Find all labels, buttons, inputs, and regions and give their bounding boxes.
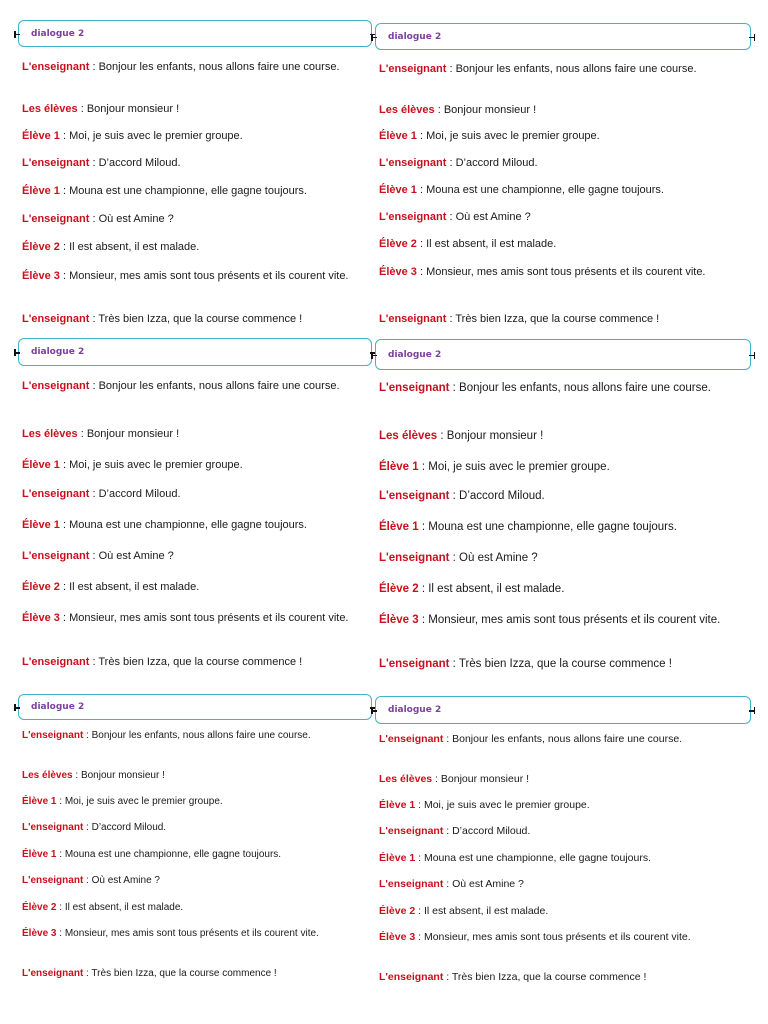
speaker-label: L'enseignant <box>22 313 90 325</box>
line-text: : Bonjour les enfants, nous allons faire une course. <box>83 730 311 741</box>
line-text: : Il est absent, il est malade. <box>56 902 184 913</box>
header-marker-icon <box>14 352 20 354</box>
line-text: : D’accord Miloud. <box>443 825 531 837</box>
line-text: : Très bien Izza, que la course commence ! <box>446 313 660 325</box>
dialogue-line <box>379 657 751 672</box>
line-text: : Mouna est une championne, elle gagne toujours. <box>416 184 664 196</box>
line-text: : Bonjour monsieur ! <box>77 428 180 440</box>
dialogue-line <box>22 379 372 393</box>
line-text: : Bonjour les enfants, nous allons faire une course. <box>89 61 340 73</box>
speaker-label: Élève 1 <box>22 849 57 860</box>
line-text: : Bonjour monsieur ! <box>77 103 180 115</box>
dialogue-line <box>379 381 751 396</box>
speaker-label: Élève 2 <box>379 905 416 917</box>
line-text: : Moi, je suis avec le premier groupe. <box>416 130 600 142</box>
line-text: : Il est absent, il est malade. <box>418 583 565 595</box>
dialogue-header <box>18 20 372 47</box>
dialogue-line <box>379 129 751 143</box>
dialogue-line <box>379 613 751 628</box>
line-text: : Bonjour les enfants, nous allons faire une course. <box>446 63 697 75</box>
speaker-label: Élève 1 <box>379 130 417 142</box>
header-marker-icon <box>14 34 20 36</box>
speaker-label: Élève 1 <box>22 519 60 531</box>
speaker-label: L'enseignant <box>379 382 450 394</box>
dialogue-line <box>379 237 751 251</box>
speaker-label: L'enseignant <box>22 730 84 741</box>
dialogue-line <box>379 852 751 865</box>
dialogue-line <box>22 730 372 743</box>
header-marker-icon <box>749 37 755 39</box>
line-text: : D’accord Miloud. <box>83 822 167 833</box>
dialogue-line <box>22 184 372 198</box>
dialogue-line <box>22 796 372 809</box>
speaker-label: Élève 1 <box>379 184 417 196</box>
dialogue-line <box>379 312 751 326</box>
dialogue-header <box>18 338 372 366</box>
line-text: : Très bien Izza, que la course commence ! <box>83 968 277 979</box>
dialogue-line <box>22 458 372 472</box>
dialogue-line <box>22 129 372 143</box>
speaker-label: L'enseignant <box>22 875 84 886</box>
dialogue-line <box>379 582 751 597</box>
line-text: : Il est absent, il est malade. <box>416 238 557 250</box>
line-text: : Monsieur, mes amis sont tous présents et ils courent vite. <box>59 612 349 624</box>
speaker-label: L'enseignant <box>379 313 447 325</box>
speaker-label: Les élèves <box>22 103 78 115</box>
speaker-label: Élève 2 <box>379 238 417 250</box>
speaker-label: Les élèves <box>22 770 73 781</box>
line-text: : Il est absent, il est malade. <box>59 581 200 593</box>
speaker-label: L'enseignant <box>22 656 90 668</box>
speaker-label: L'enseignant <box>22 488 90 500</box>
speaker-label: L'enseignant <box>22 380 90 392</box>
dialogue-title: dialogue 2 <box>388 31 442 42</box>
line-text: : Moi, je suis avec le premier groupe. <box>418 461 610 473</box>
line-text: : Où est Amine ? <box>89 550 174 562</box>
line-text: : Très bien Izza, que la course commence ! <box>449 658 672 670</box>
speaker-label: Élève 3 <box>379 614 419 626</box>
speaker-label: Élève 1 <box>379 461 419 473</box>
dialogue-title: dialogue 2 <box>388 349 442 360</box>
speaker-label: Élève 3 <box>22 612 60 624</box>
dialogue-line <box>379 971 751 984</box>
speaker-label: L'enseignant <box>379 733 444 745</box>
line-text: : Où est Amine ? <box>446 211 531 223</box>
dialogue-line <box>22 849 372 862</box>
dialogue-line <box>379 773 751 786</box>
dialogue-title: dialogue 2 <box>31 702 85 712</box>
dialogue-line <box>22 611 372 625</box>
speaker-label: Élève 2 <box>379 583 419 595</box>
line-text: : Bonjour monsieur ! <box>434 104 537 116</box>
dialogue-line <box>22 427 372 441</box>
speaker-label: L'enseignant <box>379 878 444 890</box>
line-text: : Où est Amine ? <box>83 875 160 886</box>
dialogue-line <box>379 103 751 117</box>
dialogue-line <box>22 312 372 326</box>
dialogue-line <box>22 580 372 594</box>
dialogue-line <box>379 931 751 944</box>
dialogue-header <box>375 23 751 50</box>
line-text: : Mouna est une championne, elle gagne toujours. <box>59 185 307 197</box>
line-text: : Très bien Izza, que la course commence ! <box>443 971 647 983</box>
speaker-label: L'enseignant <box>379 211 447 223</box>
speaker-label: Élève 1 <box>379 799 416 811</box>
header-marker-icon <box>371 710 377 712</box>
speaker-label: Élève 1 <box>22 796 57 807</box>
line-text: : D’accord Miloud. <box>449 490 545 502</box>
line-text: : Moi, je suis avec le premier groupe. <box>59 130 243 142</box>
dialogue-line <box>22 549 372 563</box>
speaker-label: L'enseignant <box>379 157 447 169</box>
dialogue-line <box>22 928 372 941</box>
speaker-label: L'enseignant <box>22 157 90 169</box>
dialogue-title: dialogue 2 <box>388 705 442 715</box>
speaker-label: Élève 1 <box>379 521 419 533</box>
speaker-label: L'enseignant <box>22 213 90 225</box>
dialogue-line <box>379 183 751 197</box>
line-text: : Bonjour monsieur ! <box>72 770 165 781</box>
speaker-label: Élève 2 <box>22 581 60 593</box>
speaker-label: Élève 1 <box>22 130 60 142</box>
line-text: : Mouna est une championne, elle gagne toujours. <box>59 519 307 531</box>
line-text: : Très bien Izza, que la course commence ! <box>89 656 303 668</box>
line-text: : Où est Amine ? <box>449 552 538 564</box>
dialogue-line <box>379 878 751 891</box>
speaker-label: Élève 3 <box>379 266 417 278</box>
dialogue-line <box>379 489 751 504</box>
speaker-label: L'enseignant <box>379 490 450 502</box>
line-text: : Monsieur, mes amis sont tous présents et ils courent vite. <box>56 928 319 939</box>
dialogue-line <box>379 520 751 535</box>
line-text: : Il est absent, il est malade. <box>415 905 549 917</box>
line-text: : Mouna est une championne, elle gagne toujours. <box>56 849 282 860</box>
header-marker-icon <box>371 37 377 39</box>
dialogue-line <box>22 770 372 783</box>
line-text: : Moi, je suis avec le premier groupe. <box>59 459 243 471</box>
speaker-label: L'enseignant <box>22 822 84 833</box>
dialogue-title: dialogue 2 <box>31 347 85 357</box>
dialogue-line <box>22 156 372 170</box>
speaker-label: Les élèves <box>379 773 433 785</box>
speaker-label: Élève 3 <box>379 931 416 943</box>
dialogue-line <box>22 60 372 74</box>
line-text: : Mouna est une championne, elle gagne toujours. <box>415 852 652 864</box>
dialogue-line <box>379 156 751 170</box>
line-text: : D’accord Miloud. <box>89 488 181 500</box>
speaker-label: L'enseignant <box>379 825 444 837</box>
dialogue-line <box>379 265 751 279</box>
dialogue-line <box>379 62 751 76</box>
speaker-label: Élève 2 <box>22 902 57 913</box>
speaker-label: Élève 1 <box>379 852 416 864</box>
dialogue-line <box>379 210 751 224</box>
dialogue-line <box>22 487 372 501</box>
speaker-label: Élève 1 <box>22 459 60 471</box>
dialogue-line <box>22 518 372 532</box>
line-text: : D’accord Miloud. <box>446 157 538 169</box>
line-text: : D’accord Miloud. <box>89 157 181 169</box>
line-text: : Moi, je suis avec le premier groupe. <box>415 799 590 811</box>
dialogue-line <box>22 822 372 835</box>
speaker-label: Élève 1 <box>22 185 60 197</box>
header-marker-icon <box>749 355 755 357</box>
speaker-label: Élève 3 <box>22 270 60 282</box>
line-text: : Mouna est une championne, elle gagne toujours. <box>418 521 677 533</box>
speaker-label: Les élèves <box>22 428 78 440</box>
dialogue-header <box>18 694 372 720</box>
speaker-label: L'enseignant <box>22 968 84 979</box>
speaker-label: L'enseignant <box>379 658 450 670</box>
dialogue-title: dialogue 2 <box>31 28 85 39</box>
dialogue-line <box>22 655 372 669</box>
dialogue-line <box>379 429 751 444</box>
speaker-label: L'enseignant <box>379 63 447 75</box>
speaker-label: L'enseignant <box>22 61 90 73</box>
line-text: : Moi, je suis avec le premier groupe. <box>56 796 223 807</box>
dialogue-line <box>379 733 751 746</box>
speaker-label: Élève 3 <box>22 928 57 939</box>
speaker-label: Les élèves <box>379 104 435 116</box>
dialogue-line <box>22 968 372 981</box>
dialogue-header <box>375 696 751 724</box>
speaker-label: Élève 2 <box>22 241 60 253</box>
header-marker-icon <box>371 355 377 357</box>
dialogue-line <box>22 102 372 116</box>
line-text: : Bonjour les enfants, nous allons faire une course. <box>89 380 340 392</box>
dialogue-line <box>22 902 372 915</box>
line-text: : Monsieur, mes amis sont tous présents et ils courent vite. <box>418 614 721 626</box>
line-text: : Bonjour les enfants, nous allons faire une course. <box>443 733 683 745</box>
dialogue-line <box>379 905 751 918</box>
header-marker-icon <box>14 707 20 709</box>
line-text: : Bonjour monsieur ! <box>432 773 530 785</box>
dialogue-line <box>379 825 751 838</box>
speaker-label: L'enseignant <box>379 971 444 983</box>
speaker-label: L'enseignant <box>22 550 90 562</box>
line-text: : Bonjour les enfants, nous allons faire une course. <box>449 382 711 394</box>
line-text: : Monsieur, mes amis sont tous présents et ils courent vite. <box>59 270 349 282</box>
line-text: : Il est absent, il est malade. <box>59 241 200 253</box>
speaker-label: Les élèves <box>379 430 438 442</box>
line-text: : Très bien Izza, que la course commence ! <box>89 313 303 325</box>
speaker-label: L'enseignant <box>379 552 450 564</box>
dialogue-line <box>22 240 372 254</box>
dialogue-line <box>379 460 751 475</box>
dialogue-header <box>375 339 751 370</box>
line-text: : Où est Amine ? <box>443 878 524 890</box>
line-text: : Bonjour monsieur ! <box>437 430 544 442</box>
header-marker-icon <box>749 710 755 712</box>
dialogue-line <box>379 799 751 812</box>
line-text: : Où est Amine ? <box>89 213 174 225</box>
dialogue-line <box>22 875 372 888</box>
line-text: : Monsieur, mes amis sont tous présents et ils courent vite. <box>416 266 706 278</box>
dialogue-line <box>22 269 372 283</box>
line-text: : Monsieur, mes amis sont tous présents et ils courent vite. <box>415 931 691 943</box>
dialogue-line <box>379 551 751 566</box>
dialogue-line <box>22 212 372 226</box>
